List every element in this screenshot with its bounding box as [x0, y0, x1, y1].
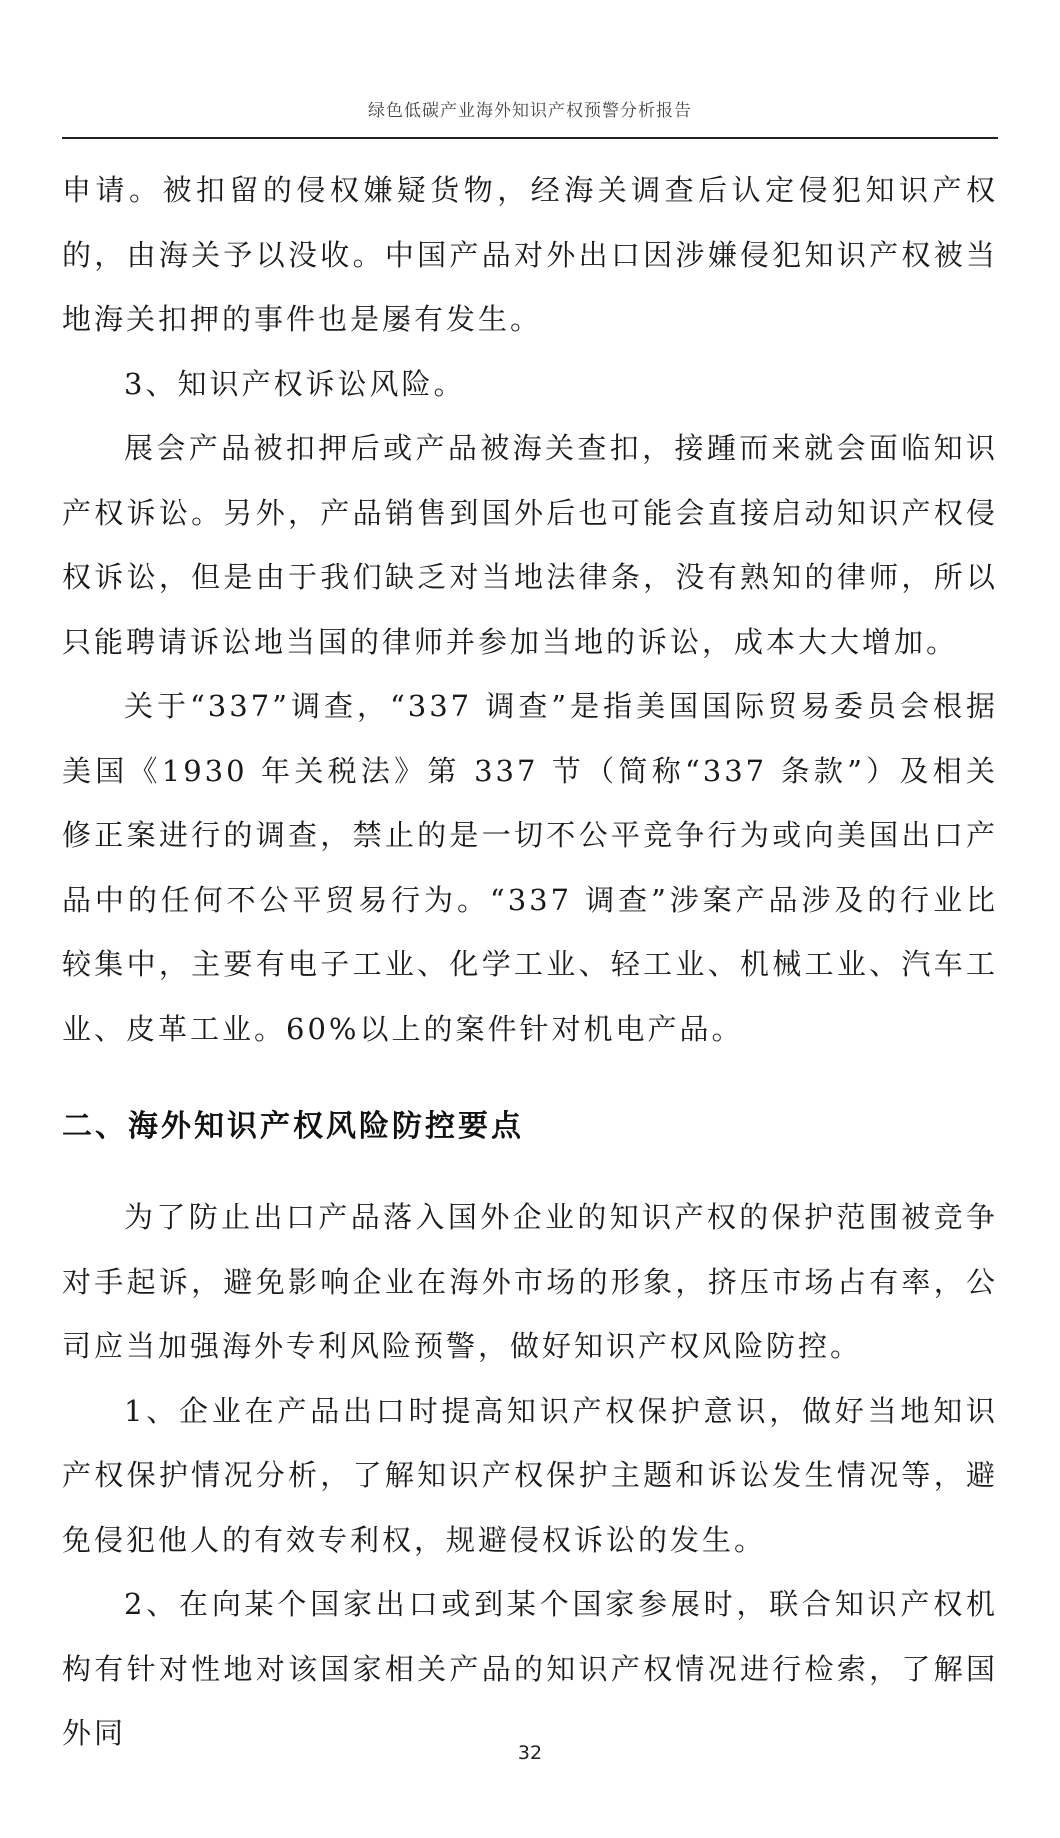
paragraph-337-investigation: 关于“337”调查，“337 调查”是指美国国际贸易委员会根据美国《1930 年关税法》第 337 节（简称“337 条款”）及相关修正案进行的调查，禁止的是一切不公平竞争行为或向美国出口产品中的任何不公平贸易行为。“337 调查”涉案产品涉及的行业比较集中，主要有电子工业、化学工业、轻工业、机械工业、汽车工业、皮革工业。60%以上的案件针对机电产品。 — [62, 689, 998, 1046]
header-divider — [62, 137, 998, 139]
paragraph-litigation-risk-title: 3、知识产权诉讼风险。 — [124, 366, 466, 401]
paragraph-point-2: 2、在向某个国家出口或到某个国家参展时，联合知识产权机构有针对性地对该国家相关产品的知识产权情况进行检索，了解国外同 — [62, 1587, 998, 1750]
running-header: 绿色低碳产业海外知识产权预警分析报告 — [368, 101, 692, 121]
body-text — [62, 158, 998, 1766]
section-heading: 二、海外知识产权风险防控要点 — [62, 1109, 524, 1144]
paragraph-customs-confiscation: 申请。被扣留的侵权嫌疑货物，经海关调查后认定侵犯知识产权的，由海关予以没收。中国产品对外出口因涉嫌侵犯知识产权被当地海关扣押的事件也是屡有发生。 — [62, 173, 998, 336]
paragraph-point-1: 1、企业在产品出口时提高知识产权保护意识，做好当地知识产权保护情况分析，了解知识产权保护主题和诉讼发生情况等，避免侵犯他人的有效专利权，规避侵权诉讼的发生。 — [62, 1393, 998, 1557]
paragraph-prevention-intro: 为了防止出口产品落入国外企业的知识产权的保护范围被竞争对手起诉，避免影响企业在海外市场的形象，挤压市场占有率，公司应当加强海外专利风险预警，做好知识产权风险防控。 — [62, 1200, 998, 1363]
paragraph-litigation-risk: 展会产品被扣押后或产品被海关查扣，接踵而来就会面临知识产权诉讼。另外，产品销售到国外后也可能会直接启动知识产权侵权诉讼，但是由于我们缺乏对当地法律条，没有熟知的律师，所以只能聘请诉讼地当国的律师并参加当地的诉讼，成本大大增加。 — [62, 431, 998, 659]
page-number: 32 — [517, 1742, 543, 1764]
